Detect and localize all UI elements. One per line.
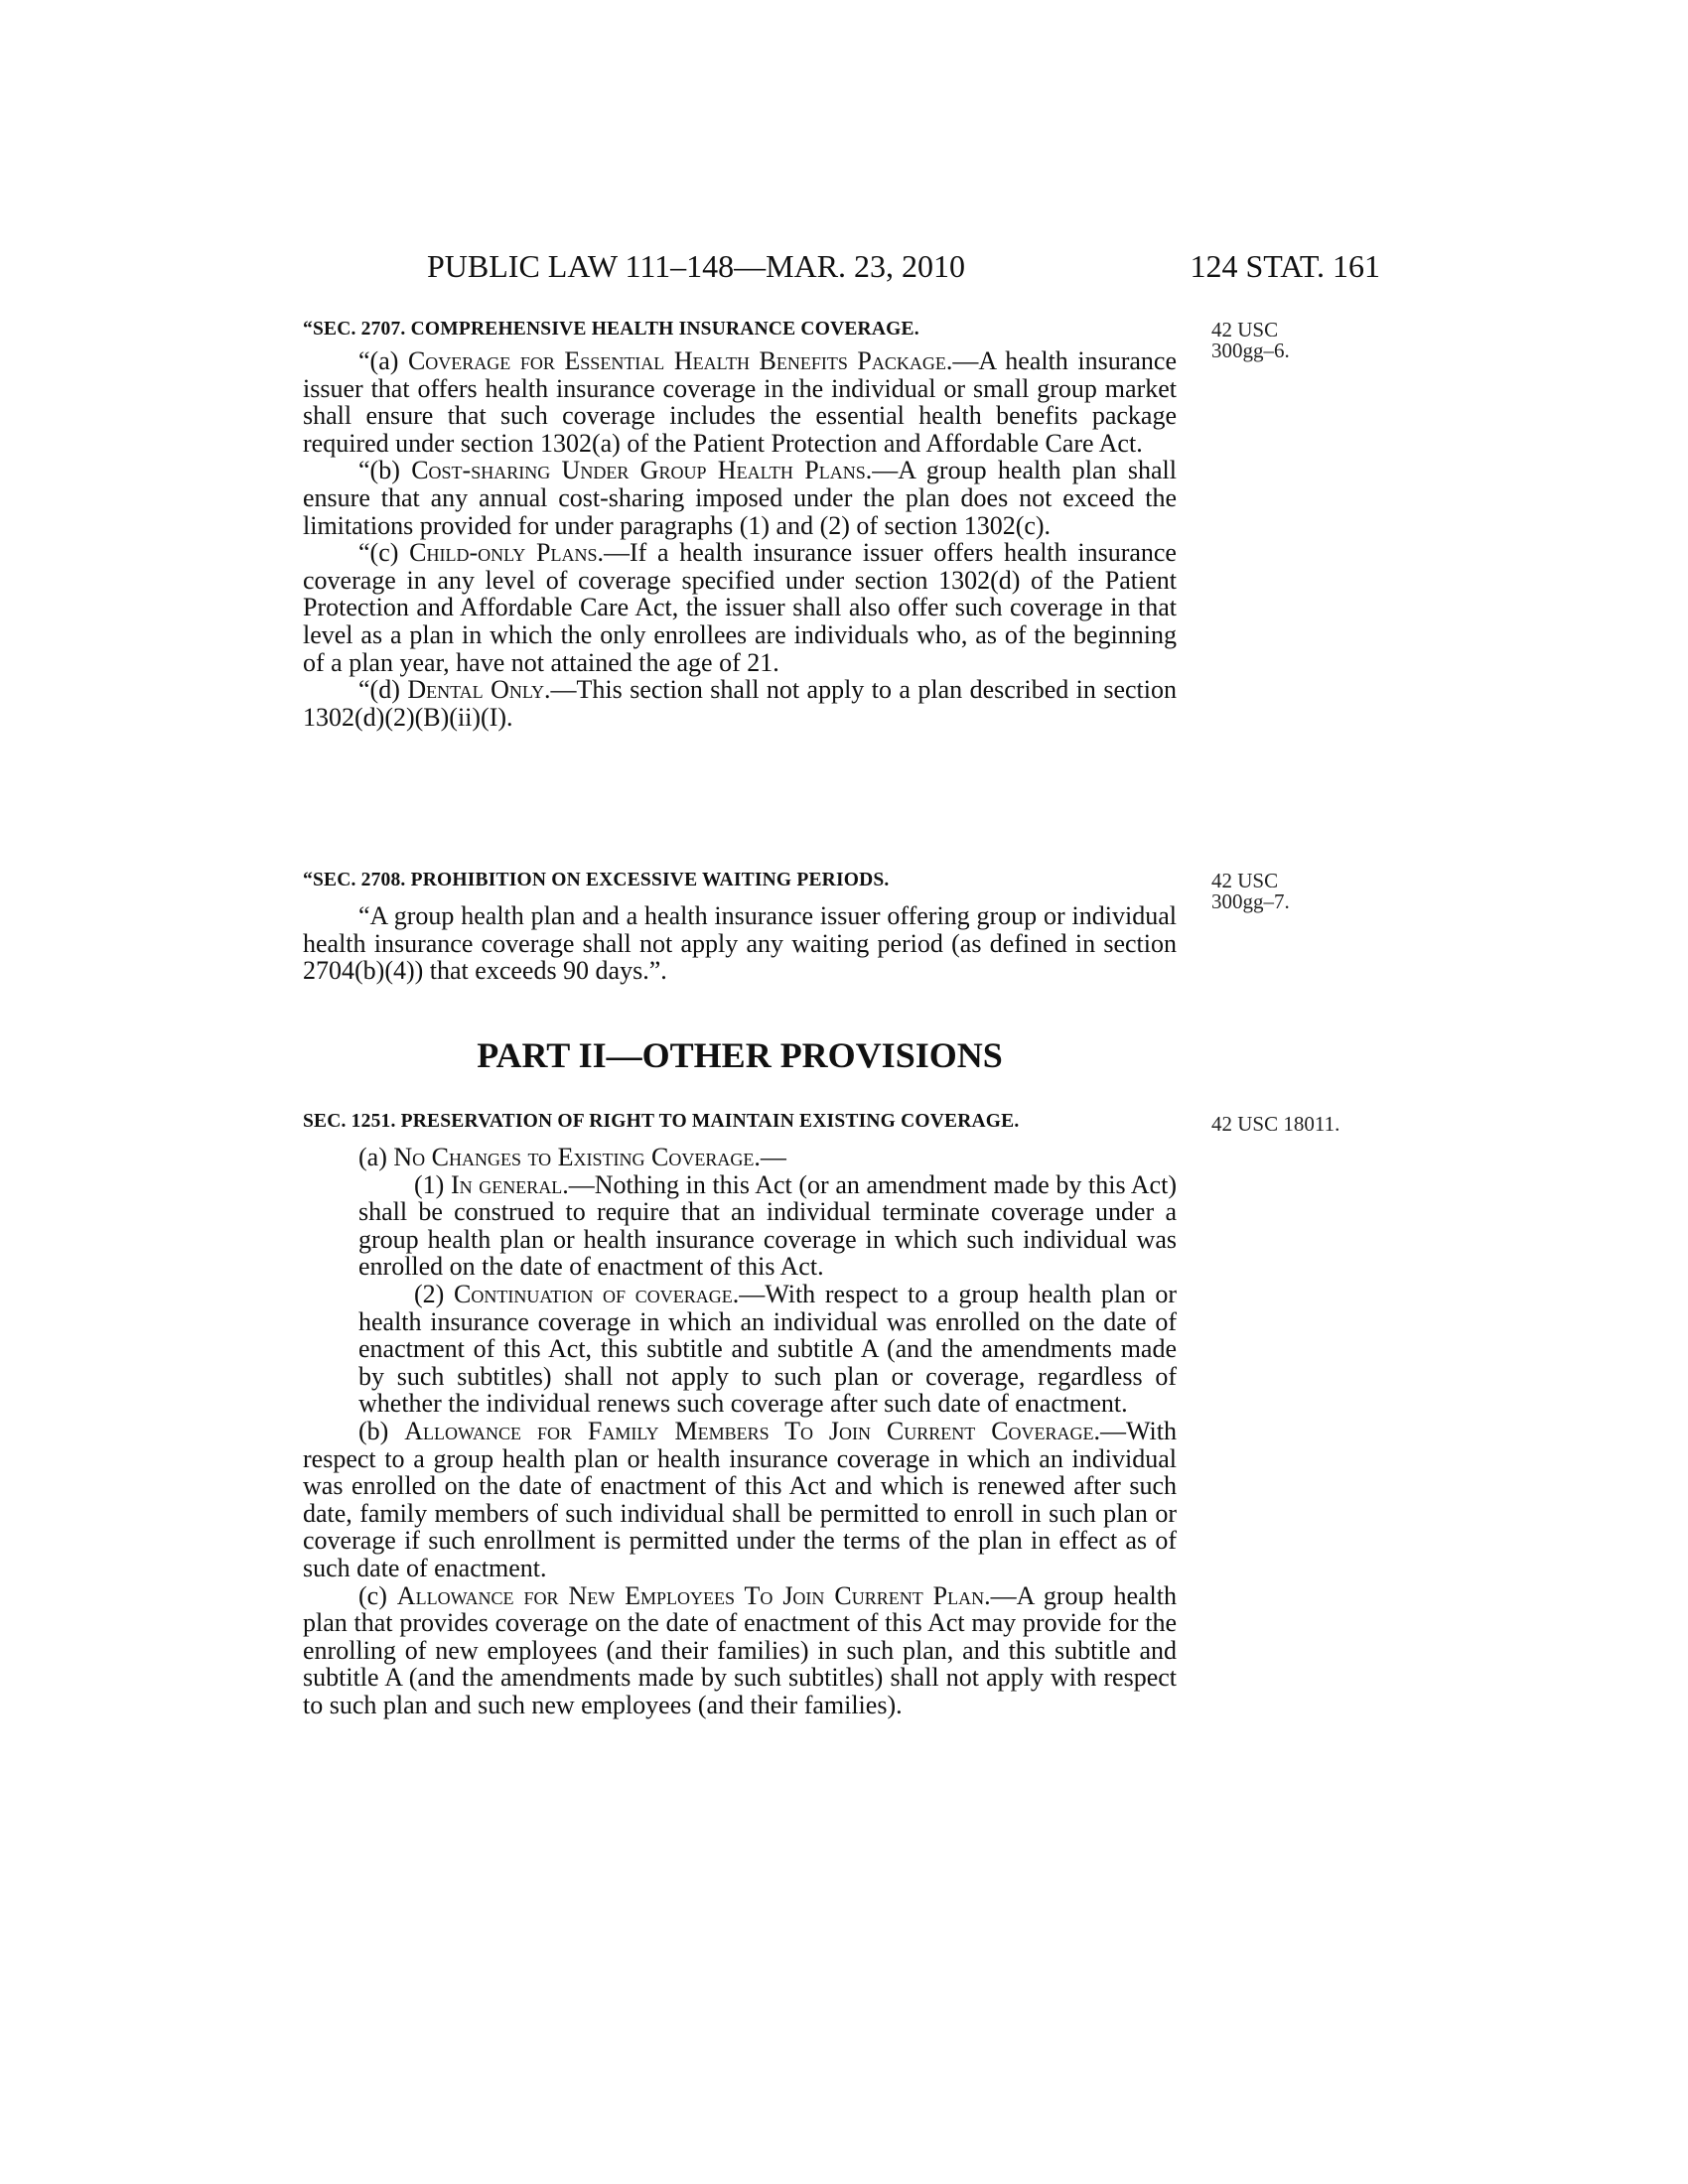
section-2707-heading: “SEC. 2707. COMPREHENSIVE HEALTH INSURANCE COVERAGE. (303, 319, 919, 340)
section-2707-a-caption: Coverage for Essential Health Benefits Package. (407, 346, 953, 375)
section-1251-c-caption: Allowance for New Employees To Join Current Plan. (396, 1580, 991, 1610)
section-2707-a: “(a) Coverage for Essential Health Benefits Package.—A health insurance issuer that offers health insurance coverage in the individual or small group market shall ensure that such coverage includes the essential health benefits package required under section 1302(a) of the Patient Protection and Affordable Care Act. (303, 346, 1177, 458)
section-1251-b-caption: Allowance for Family Members To Join Current Coverage. (404, 1416, 1101, 1445)
section-2707-d: “(d) Dental Only.—This section shall not apply to a plan described in section 1302(d)(2)(B)(ii)(I). (303, 675, 1177, 732)
section-2707-d-caption: Dental Only. (407, 675, 551, 705)
section-2707-b: “(b) Cost-sharing Under Group Health Plans.—A group health plan shall ensure that any annual cost-sharing imposed under the plan does not exceed the limitations provided for under paragraphs (1) and (2) of section 1302(c). (303, 456, 1177, 540)
section-2708-margin-note: 42 USC 300gg–7. (1211, 869, 1290, 913)
section-1251-a1-caption: In general. (450, 1169, 569, 1199)
section-1251-a1: (1) In general.—Nothing in this Act (or an amendment made by this Act) shall be construed to require that an individual terminate coverage under a group health plan or health insurance coverage in which such individual was enrolled on the date of enactment of this Act. (358, 1169, 1177, 1282)
section-1251 (303, 1110, 1177, 1718)
page-header (427, 248, 1380, 288)
section-1251-a-caption: No Changes to Existing Coverage. (393, 1143, 761, 1171)
section-2708-heading: “SEC. 2708. PROHIBITION ON EXCESSIVE WAITING PERIODS. (303, 870, 890, 890)
section-2707-c: “(c) Child-only Plans.—If a health insurance issuer offers health insurance coverage in any level of coverage specified under section 1302(d) of the Patient Protection and Affordable Care Act, the issuer shall also offer such coverage in that level as a plan in which the only enrollees are individuals who, as of the beginning of a plan year, have not attained the age of 21. (303, 538, 1177, 677)
section-1251-a2-caption: Continuation of coverage. (454, 1279, 740, 1308)
section-1251-a2: (2) Continuation of coverage.—With respect to a group health plan or health insurance coverage in which an individual was enrolled on the date of enactment of this Act, this subtitle and subtitle A (and the amendments made by such subtitles) shall not apply to such plan or coverage, regardless of whether the individual renews such coverage after such date of enactment. (358, 1279, 1178, 1419)
section-1251-margin-note: 42 USC 18011. (1211, 1112, 1340, 1136)
section-2708-text: “A group health plan and a health insurance issuer offering group or individual health insurance coverage shall not apply any waiting period (as defined in section 2704(b)(4)) that exceeds 90 days.”. (303, 901, 1177, 986)
section-1251-heading: SEC. 1251. PRESERVATION OF RIGHT TO MAINTAIN EXISTING COVERAGE. (303, 1111, 1020, 1132)
section-2707-margin-note: 42 USC 300gg–6. (1211, 318, 1290, 362)
section-1251-b: (b) Allowance for Family Members To Join Current Coverage.—With respect to a group health plan or health insurance coverage in which an individual was enrolled on the date of enactment of this Act and which is renewed after such date, family members of such individual shall be permitted to enroll in such plan or coverage if such enrollment is permitted under the terms of the plan in effect as of such date of enactment. (303, 1416, 1177, 1582)
section-1251-a: (a) No Changes to Existing Coverage.— (358, 1143, 786, 1171)
header-stat-page: 124 STAT. 161 (1190, 248, 1380, 284)
header-law-citation: PUBLIC LAW 111–148—MAR. 23, 2010 (427, 248, 966, 284)
section-2708 (303, 869, 1177, 985)
section-2707-c-caption: Child-only Plans. (409, 538, 604, 568)
section-2707-b-caption: Cost-sharing Under Group Health Plans. (411, 456, 873, 485)
section-2707 (303, 318, 1177, 731)
section-1251-c: (c) Allowance for New Employees To Join Current Plan.—A group health plan that provides coverage on the date of enactment of this Act may provide for the enrolling of new employees (and their families) in such plan, and this subtitle and subtitle A (and the amendments made by such subtitles) shall not apply with respect to such plan and such new employees (and their families). (303, 1580, 1177, 1719)
part-title: PART II—OTHER PROVISIONS (477, 1035, 1003, 1075)
